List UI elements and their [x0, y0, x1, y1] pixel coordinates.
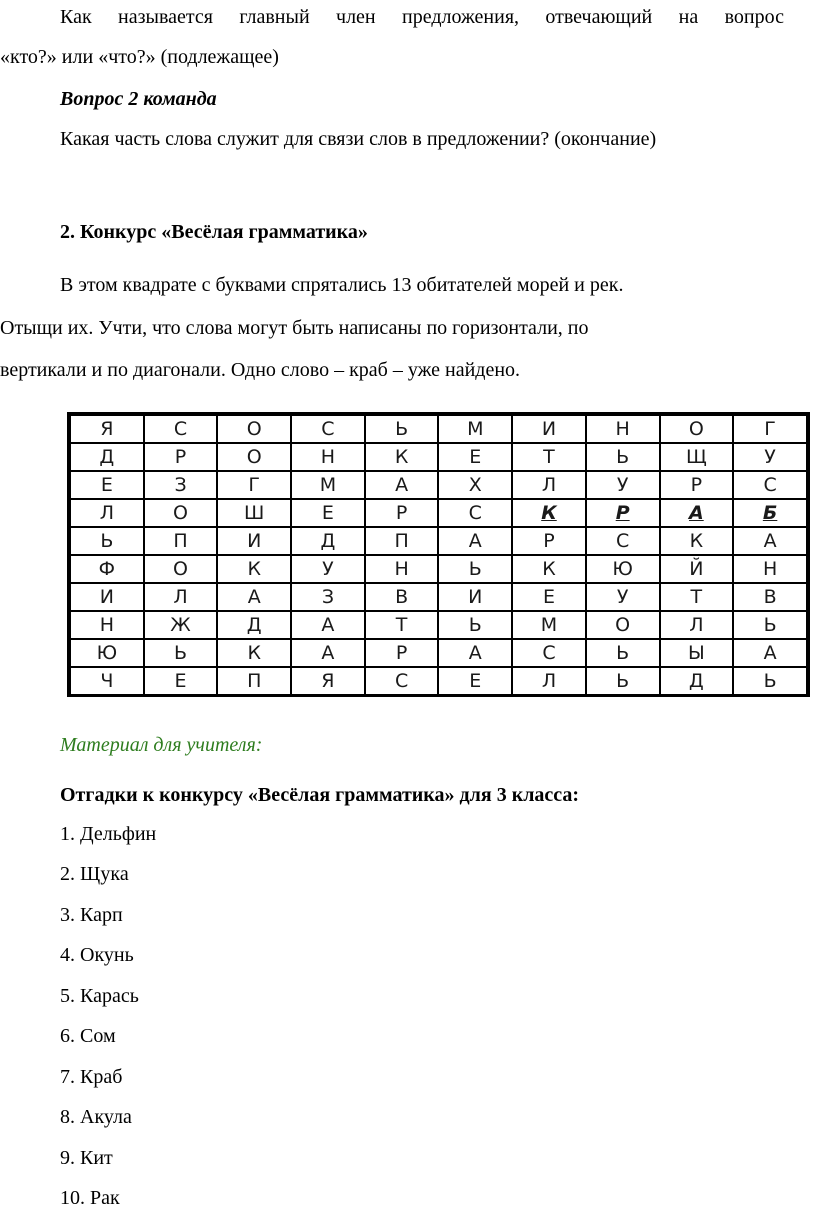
grid-cell: С	[586, 527, 660, 555]
question-1-line-2: «кто?» или «что?» (подлежащее)	[0, 46, 279, 68]
grid-cell: М	[438, 415, 512, 443]
grid-cell: Й	[660, 555, 734, 583]
grid-cell: Н	[291, 443, 365, 471]
answer-item: 9. Кит	[60, 1147, 113, 1169]
word: называется	[118, 6, 213, 28]
grid-cell: Р	[512, 527, 586, 555]
grid-cell: Ы	[660, 639, 734, 667]
grid-cell: У	[586, 471, 660, 499]
grid-cell: В	[733, 583, 807, 611]
grid-cell: Д	[660, 667, 734, 695]
grid-cell: А	[438, 639, 512, 667]
grid-cell: А	[438, 527, 512, 555]
grid-cell: Д	[291, 527, 365, 555]
word: вопрос	[724, 6, 784, 28]
grid-cell: Д	[70, 443, 144, 471]
grid-cell: Ь	[586, 667, 660, 695]
answer-item: 1. Дельфин	[60, 823, 157, 845]
grid-cell: Р	[365, 499, 439, 527]
question-1-line-1	[60, 4, 784, 30]
grid-row	[70, 499, 807, 527]
grid-cell: Ь	[733, 667, 807, 695]
answers-title: Отгадки к конкурсу «Весёлая грамматика» для 3 класса:	[60, 784, 580, 806]
word: член	[336, 6, 376, 28]
grid-cell: С	[144, 415, 218, 443]
grid-cell: Ь	[144, 639, 218, 667]
grid-cell: С	[365, 667, 439, 695]
letter-grid-table	[69, 414, 808, 696]
grid-cell: Ь	[70, 527, 144, 555]
grid-cell: Ш	[217, 499, 291, 527]
question-2-heading: Вопрос 2 команда	[60, 88, 217, 110]
grid-cell: Ж	[144, 611, 218, 639]
grid-cell: З	[291, 583, 365, 611]
grid-cell: Ь	[733, 611, 807, 639]
grid-cell: О	[217, 443, 291, 471]
grid-cell: С	[512, 639, 586, 667]
grid-cell: К	[365, 443, 439, 471]
grid-cell: И	[512, 415, 586, 443]
contest-paragraph-line-1: В этом квадрате с буквами спрятались 13 обитателей морей и рек.	[60, 274, 624, 296]
contest-paragraph-line-2: Отыщи их. Учти, что слова могут быть написаны по горизонтали, по	[0, 317, 589, 339]
grid-cell: Ю	[70, 639, 144, 667]
grid-row	[70, 667, 807, 695]
letter-grid	[67, 412, 810, 697]
grid-cell: О	[144, 499, 218, 527]
grid-cell: П	[144, 527, 218, 555]
grid-cell: Н	[365, 555, 439, 583]
answer-item: 4. Окунь	[60, 944, 134, 966]
grid-cell: С	[733, 471, 807, 499]
grid-cell: Ч	[70, 667, 144, 695]
grid-row	[70, 527, 807, 555]
contest-title: 2. Конкурс «Весёлая грамматика»	[60, 221, 368, 243]
answer-item: 6. Сом	[60, 1025, 116, 1047]
grid-cell: Л	[144, 583, 218, 611]
grid-cell: Е	[291, 499, 365, 527]
grid-cell: Г	[733, 415, 807, 443]
grid-cell: И	[70, 583, 144, 611]
grid-cell: С	[291, 415, 365, 443]
grid-cell: Ь	[438, 555, 512, 583]
grid-cell: Б	[733, 499, 807, 527]
answer-item: 8. Акула	[60, 1106, 132, 1128]
grid-row	[70, 555, 807, 583]
word: на	[678, 6, 699, 28]
grid-cell: Л	[512, 667, 586, 695]
contest-paragraph-line-3: вертикали и по диагонали. Одно слово – краб – уже найдено.	[0, 359, 521, 381]
grid-cell: О	[660, 415, 734, 443]
grid-cell: Х	[438, 471, 512, 499]
grid-cell: Г	[217, 471, 291, 499]
grid-cell: З	[144, 471, 218, 499]
grid-cell: Е	[438, 443, 512, 471]
grid-cell: У	[291, 555, 365, 583]
grid-cell: Е	[438, 667, 512, 695]
answer-item: 10. Рак	[60, 1187, 120, 1209]
grid-cell: А	[217, 583, 291, 611]
grid-cell: К	[217, 639, 291, 667]
grid-cell: Ь	[586, 639, 660, 667]
grid-cell: Д	[217, 611, 291, 639]
grid-cell: М	[512, 611, 586, 639]
grid-cell: С	[438, 499, 512, 527]
grid-cell: Ь	[438, 611, 512, 639]
grid-cell: Щ	[660, 443, 734, 471]
grid-cell: Е	[512, 583, 586, 611]
grid-row	[70, 611, 807, 639]
grid-cell: Н	[70, 611, 144, 639]
word: главный	[239, 6, 310, 28]
grid-row	[70, 639, 807, 667]
answer-item: 2. Щука	[60, 863, 129, 885]
grid-cell: К	[512, 499, 586, 527]
grid-cell: Е	[144, 667, 218, 695]
question-2-text: Какая часть слова служит для связи слов в предложении? (окончание)	[60, 128, 657, 150]
grid-row	[70, 443, 807, 471]
word: Как	[60, 6, 92, 28]
grid-cell: Ф	[70, 555, 144, 583]
grid-cell: Н	[733, 555, 807, 583]
grid-cell: У	[733, 443, 807, 471]
grid-cell: К	[512, 555, 586, 583]
grid-cell: П	[217, 667, 291, 695]
grid-cell: Л	[70, 499, 144, 527]
grid-cell: М	[291, 471, 365, 499]
grid-cell: Т	[512, 443, 586, 471]
grid-cell: Ь	[365, 415, 439, 443]
answer-item: 7. Краб	[60, 1066, 123, 1088]
grid-cell: Р	[586, 499, 660, 527]
grid-cell: А	[365, 471, 439, 499]
grid-cell: Е	[70, 471, 144, 499]
grid-cell: Р	[365, 639, 439, 667]
grid-cell: Я	[70, 415, 144, 443]
word: отвечающий	[545, 6, 653, 28]
word: предложения,	[402, 6, 520, 28]
grid-cell: Л	[660, 611, 734, 639]
grid-cell: Я	[291, 667, 365, 695]
grid-cell: Ь	[586, 443, 660, 471]
grid-cell: У	[586, 583, 660, 611]
teacher-material-label: Материал для учителя:	[60, 734, 263, 756]
answer-item: 3. Карп	[60, 904, 123, 926]
grid-cell: А	[660, 499, 734, 527]
grid-row	[70, 415, 807, 443]
grid-cell: Р	[144, 443, 218, 471]
grid-cell: Н	[586, 415, 660, 443]
grid-row	[70, 583, 807, 611]
grid-cell: А	[291, 611, 365, 639]
grid-cell: И	[438, 583, 512, 611]
grid-cell: П	[365, 527, 439, 555]
grid-cell: О	[144, 555, 218, 583]
grid-cell: К	[660, 527, 734, 555]
grid-cell: Т	[365, 611, 439, 639]
grid-cell: Ю	[586, 555, 660, 583]
grid-cell: А	[291, 639, 365, 667]
grid-cell: Р	[660, 471, 734, 499]
grid-cell: И	[217, 527, 291, 555]
grid-cell: В	[365, 583, 439, 611]
grid-row	[70, 471, 807, 499]
grid-cell: К	[217, 555, 291, 583]
grid-cell: О	[586, 611, 660, 639]
grid-cell: А	[733, 639, 807, 667]
grid-cell: Т	[660, 583, 734, 611]
grid-cell: О	[217, 415, 291, 443]
grid-cell: А	[733, 527, 807, 555]
grid-cell: Л	[512, 471, 586, 499]
answer-item: 5. Карась	[60, 985, 139, 1007]
